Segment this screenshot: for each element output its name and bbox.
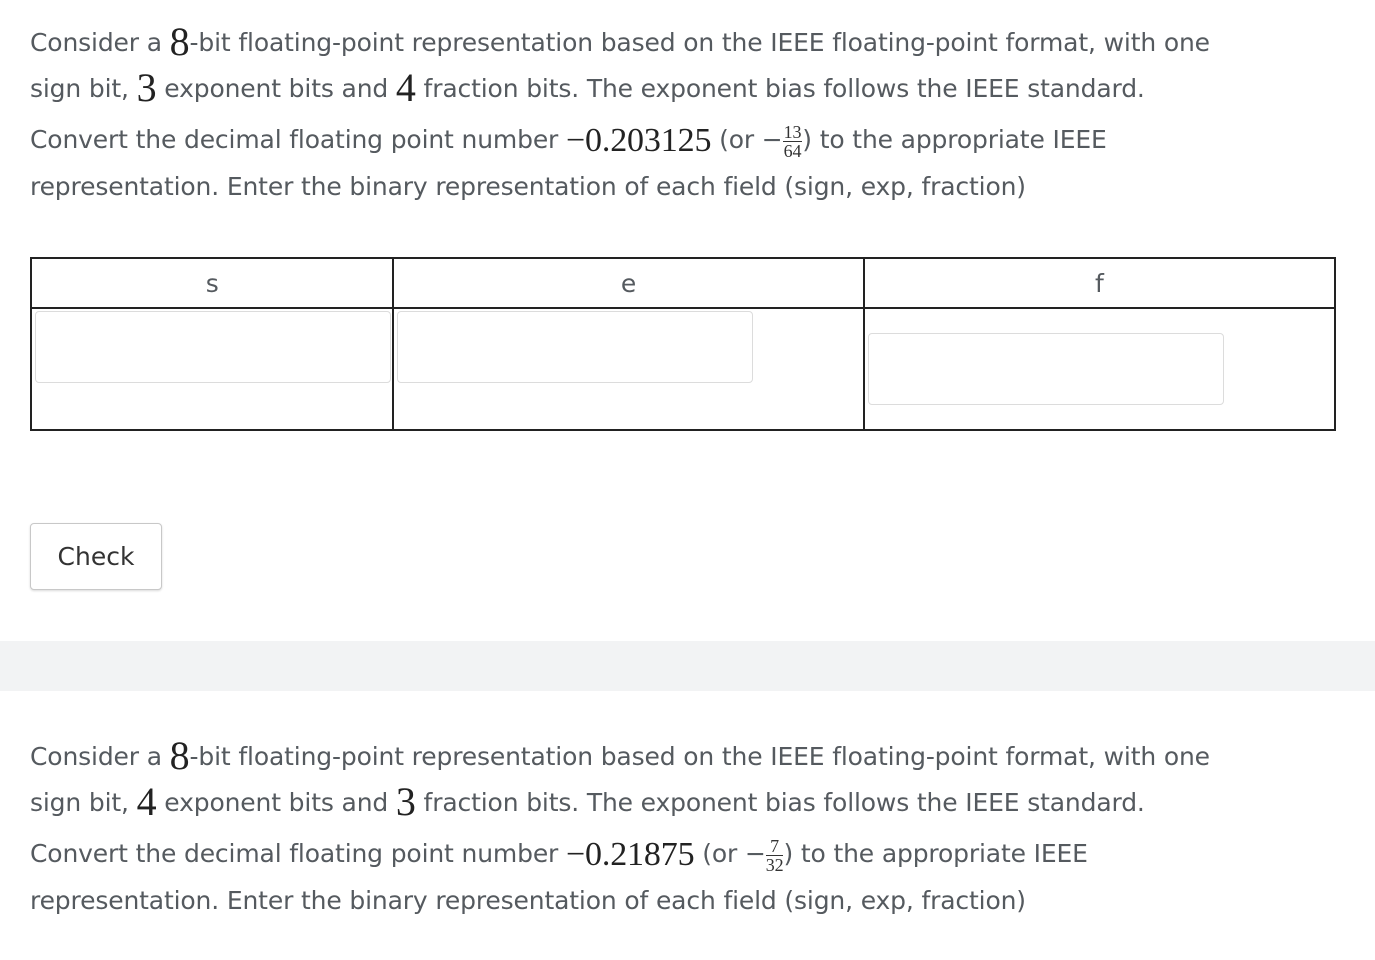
decimal-number: −0.203125 [565,122,712,159]
answer-table-header-row [31,258,1335,308]
header-exponent: e [393,258,863,308]
fraction-bits-value: 3 [395,779,416,824]
question-1-line-4: representation. Enter the binary representation of each field (sign, exp, fraction) [30,172,1026,201]
sign-cell [31,308,393,430]
question-2-line-3: Convert the decimal floating point number −0.21875 (or − $\frac{7}{32}$ ) to the appropriate IEEE [30,836,1088,875]
decimal-number: −0.21875 [565,836,695,873]
fraction-cell [864,308,1335,430]
answer-table [30,257,1336,431]
question-2-line-4: representation. Enter the binary representation of each field (sign, exp, fraction) [30,886,1026,915]
sign-input[interactable] [35,311,391,383]
exponent-bits-value: 3 [136,65,157,110]
fraction-input[interactable] [868,333,1224,405]
header-sign: s [31,258,393,308]
header-fraction: f [864,258,1335,308]
question-1-line-2: sign bit, 3 exponent bits and 4 fraction bits. The exponent bias follows the IEEE standard. [30,65,1145,110]
question-2-line-2: sign bit, 4 exponent bits and 3 fraction bits. The exponent bias follows the IEEE standard. [30,779,1145,824]
total-bits-value: 8 [169,733,190,778]
fraction-bits-value: 4 [395,65,416,110]
fraction-value: $\frac{7}{32}$ [765,836,784,875]
section-divider [0,641,1375,691]
fraction-value: $\frac{13}{64}$ [783,122,802,161]
check-button[interactable]: Check [30,523,162,590]
exponent-input[interactable] [397,311,753,383]
question-1-line-1: Consider a 8-bit floating-point representation based on the IEEE floating-point format, with one [30,19,1210,64]
question-2-line-1: Consider a 8-bit floating-point representation based on the IEEE floating-point format, with one [30,733,1210,778]
total-bits-value: 8 [169,19,190,64]
question-1-line-3: Convert the decimal floating point number −0.203125 (or − $\frac{13}{64}$ ) to the appropriate IEEE [30,122,1107,161]
exponent-cell [393,308,863,430]
exponent-bits-value: 4 [136,779,157,824]
answer-table-input-row [31,308,1335,430]
